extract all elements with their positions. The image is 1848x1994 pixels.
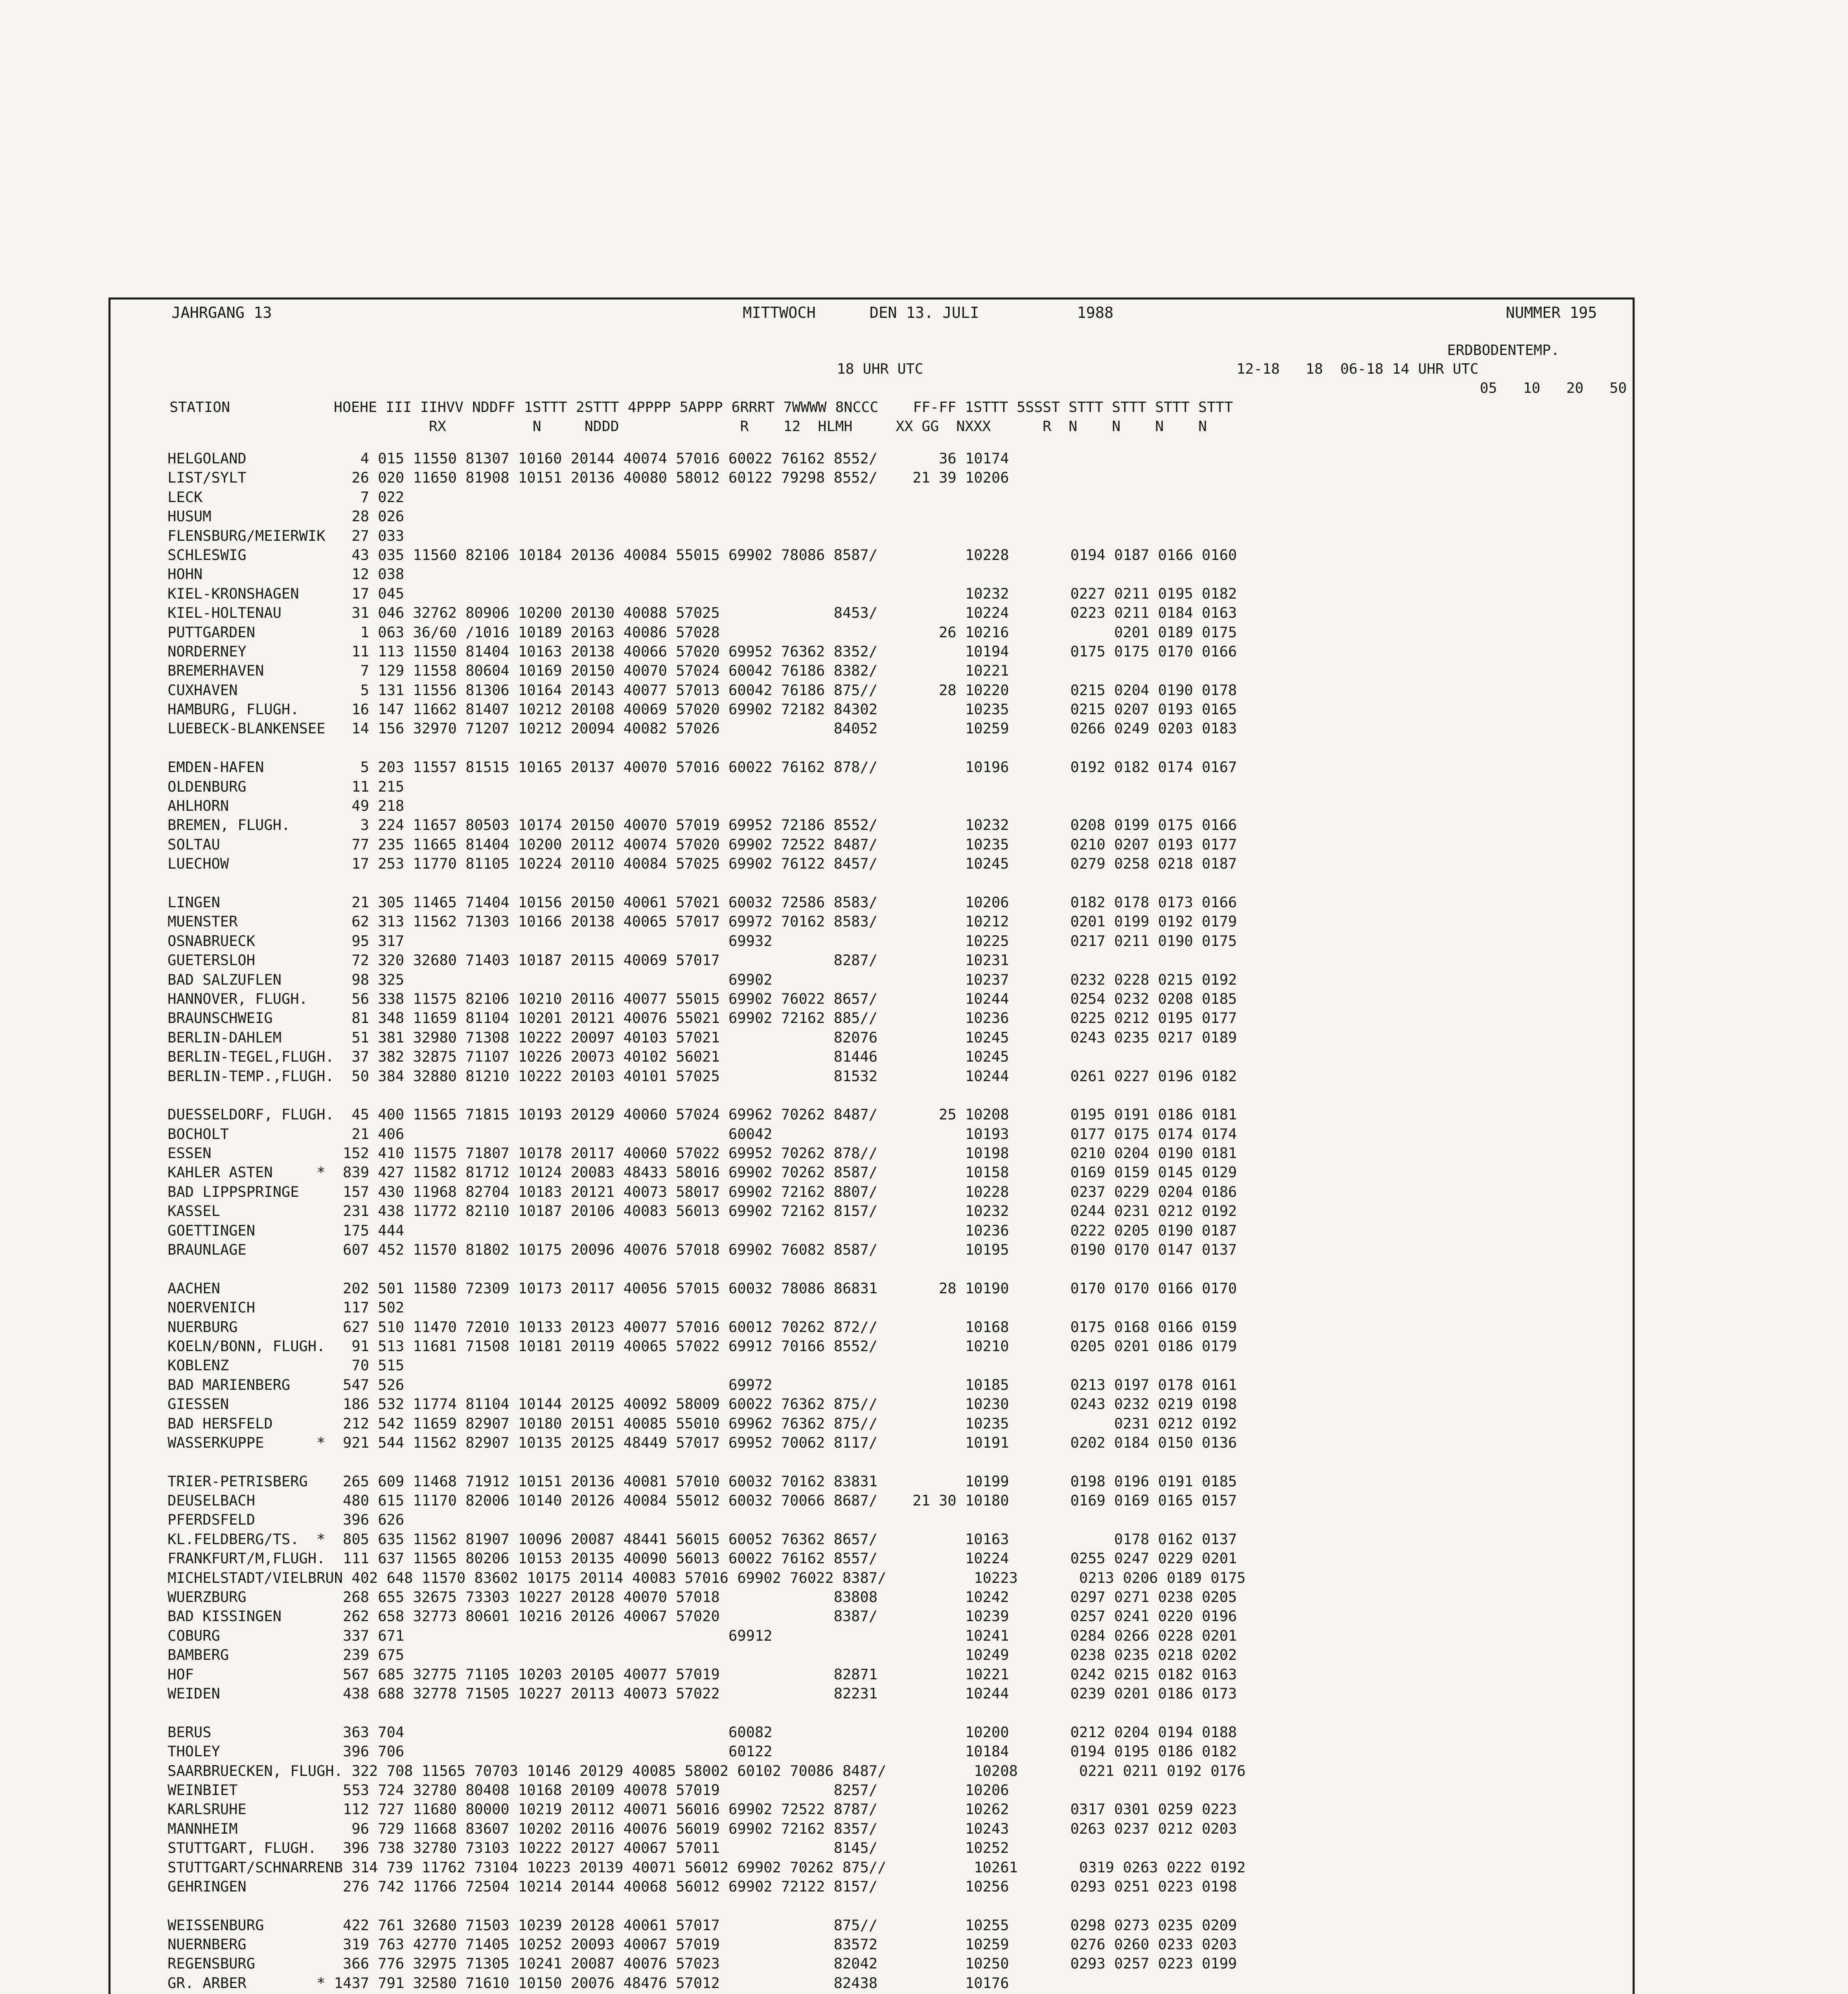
year-label: 1988 bbox=[1077, 304, 1114, 321]
station-row: KIEL-HOLTENAU 31 046 32762 80906 10200 20130 40088 57025 8453/ 10224 0223 0211 0184 0163 bbox=[168, 604, 1237, 622]
station-row: CUXHAVEN 5 131 11556 81306 10164 20143 40077 57013 60042 76186 875// 28 10220 0215 0204 0190 0178 bbox=[168, 681, 1237, 699]
station-row: FLENSBURG/MEIERWIK 27 033 bbox=[168, 527, 404, 544]
station-table bbox=[168, 449, 1246, 1994]
station-row: THOLEY 396 706 60122 10184 0194 0195 0186 0182 bbox=[168, 1743, 1237, 1760]
station-row: KASSEL 231 438 11772 82110 10187 20106 40083 56013 69902 72162 8157/ 10232 0244 0231 0212 0192 bbox=[168, 1202, 1237, 1220]
station-row: NUERNBERG 319 763 42770 71405 10252 20093 40067 57019 83572 10259 0276 0260 0233 0203 bbox=[168, 1936, 1237, 1953]
station-row: DEUSELBACH 480 615 11170 82006 10140 20126 40084 55012 60032 70066 8687/ 21 30 10180 0169 0169 0165 0157 bbox=[168, 1492, 1237, 1509]
station-row: BAD SALZUFLEN 98 325 69902 10237 0232 0228 0215 0192 bbox=[168, 971, 1237, 988]
depth-heading: 05 10 20 50 bbox=[1480, 380, 1627, 396]
station-row: BERLIN-DAHLEM 51 381 32980 71308 10222 20097 40103 57021 82076 10245 0243 0235 0217 0189 bbox=[168, 1029, 1237, 1046]
station-row: HOF 567 685 32775 71105 10203 20105 40077 57019 82871 10221 0242 0215 0182 0163 bbox=[168, 1665, 1237, 1683]
weekday-label: MITTWOCH bbox=[743, 304, 816, 321]
station-row: WEINBIET 553 724 32780 80408 10168 20109 40078 57019 8257/ 10206 bbox=[168, 1781, 1009, 1799]
station-row: PUTTGARDEN 1 063 36/60 /1016 10189 20163 40086 57028 26 10216 0201 0189 0175 bbox=[168, 623, 1237, 641]
station-row: AHLHORN 49 218 bbox=[168, 797, 404, 815]
station-row: BERUS 363 704 60082 10200 0212 0204 0194 0188 bbox=[168, 1723, 1237, 1741]
group-separator bbox=[168, 1259, 1246, 1279]
station-row: BAMBERG 239 675 10249 0238 0235 0218 0202 bbox=[168, 1646, 1237, 1664]
station-row: BERLIN-TEMP.,FLUGH. 50 384 32880 81210 10222 20103 40101 57025 81532 10244 0261 0227 0196 0182 bbox=[168, 1067, 1237, 1085]
group-separator bbox=[168, 1086, 1246, 1105]
station-row: BRAUNSCHWEIG 81 348 11659 81104 10201 20121 40076 55021 69902 72162 885// 10236 0225 0212 0195 0177 bbox=[168, 1009, 1237, 1027]
group-separator bbox=[168, 1452, 1246, 1472]
station-row: HANNOVER, FLUGH. 56 338 11575 82106 10210 20116 40077 55015 69902 76022 8657/ 10244 0254 0232 0208 0185 bbox=[168, 990, 1237, 1007]
station-row: BAD MARIENBERG 547 526 69972 10185 0213 0197 0178 0161 bbox=[168, 1376, 1237, 1393]
station-row: PFERDSFELD 396 626 bbox=[168, 1511, 404, 1529]
station-row: SCHLESWIG 43 035 11560 82106 10184 20136 40084 55015 69902 78086 8587/ 10228 0194 0187 0166 0160 bbox=[168, 546, 1237, 564]
station-row: KIEL-KRONSHAGEN 17 045 10232 0227 0211 0195 0182 bbox=[168, 585, 1237, 602]
station-row: BAD HERSFELD 212 542 11659 82907 10180 20151 40085 55010 69962 76362 875// 10235 0231 0212 0192 bbox=[168, 1415, 1237, 1432]
station-row: NUERBURG 627 510 11470 72010 10133 20123 40077 57016 60012 70262 872// 10168 0175 0168 0166 0159 bbox=[168, 1318, 1237, 1336]
station-row: KOELN/BONN, FLUGH. 91 513 11681 71508 10181 20119 40065 57022 69912 70166 8552/ 10210 0205 0201 0186 0179 bbox=[168, 1337, 1237, 1355]
station-row: HAMBURG, FLUGH. 16 147 11662 81407 10212 20108 40069 57020 69902 72182 84302 10235 0215 0207 0193 0165 bbox=[168, 701, 1237, 718]
soil-temp-heading: ERDBODENTEMP. bbox=[1447, 342, 1560, 359]
station-row: NORDERNEY 11 113 11550 81404 10163 20138 40066 57020 69952 76362 8352/ 10194 0175 0175 0170 0166 bbox=[168, 642, 1237, 660]
station-row: GR. ARBER * 1437 791 32580 71610 10150 20076 48476 57012 82438 10176 bbox=[168, 1974, 1009, 1992]
station-row: LECK 7 022 bbox=[168, 488, 404, 506]
station-row: BRAUNLAGE 607 452 11570 81802 10175 20096 40076 57018 69902 76082 8587/ 10195 0190 0170 0147 0137 bbox=[168, 1241, 1237, 1259]
station-row: GOETTINGEN 175 444 10236 0222 0205 0190 0187 bbox=[168, 1222, 1237, 1239]
station-row: ESSEN 152 410 11575 71807 10178 20117 40060 57022 69952 70262 878// 10198 0210 0204 0190 0181 bbox=[168, 1145, 1237, 1162]
station-row: GUETERSLOH 72 320 32680 71403 10187 20115 40069 57017 8287/ 10231 bbox=[168, 952, 1009, 969]
station-row: EMDEN-HAFEN 5 203 11557 81515 10165 20137 40070 57016 60022 76162 878// 10196 0192 0182 0174 0167 bbox=[168, 759, 1237, 776]
station-row: OLDENBURG 11 215 bbox=[168, 778, 404, 795]
station-row: KL.FELDBERG/TS. * 805 635 11562 81907 10096 20087 48441 56015 60052 76362 8657/ 10163 0178 0162 0137 bbox=[168, 1530, 1237, 1548]
column-subheadings: RX N NDDD R 12 HLMH XX GG NXXX R N N N N bbox=[170, 418, 1207, 435]
station-row: REGENSBURG 366 776 32975 71305 10241 20087 40076 57023 82042 10250 0293 0257 0223 0199 bbox=[168, 1955, 1237, 1972]
station-row: WEISSENBURG 422 761 32680 71503 10239 20128 40061 57017 875// 10255 0298 0273 0235 0209 bbox=[168, 1916, 1237, 1934]
station-row: BAD KISSINGEN 262 658 32773 80601 10216 20126 40067 57020 8387/ 10239 0257 0241 0220 0196 bbox=[168, 1608, 1237, 1625]
station-row: STUTTGART/SCHNARRENB 314 739 11762 73104 10223 20139 40071 56012 69902 70262 875// 10261 0319 0263 0222 0192 bbox=[168, 1858, 1246, 1876]
station-row: MANNHEIM 96 729 11668 83607 10202 20116 40076 56019 69902 72162 8357/ 10243 0263 0237 0212 0203 bbox=[168, 1820, 1237, 1837]
station-row: WEIDEN 438 688 32778 71505 10227 20113 40073 57022 82231 10244 0239 0201 0186 0173 bbox=[168, 1685, 1237, 1702]
station-row: LIST/SYLT 26 020 11650 81908 10151 20136 40080 58012 60122 79298 8552/ 21 39 10206 bbox=[168, 469, 1009, 487]
group-separator bbox=[168, 874, 1246, 893]
station-row: AACHEN 202 501 11580 72309 10173 20117 40056 57015 60032 78086 86831 28 10190 0170 0170 0166 0170 bbox=[168, 1279, 1237, 1297]
group-separator bbox=[168, 739, 1246, 758]
station-row: OSNABRUECK 95 317 69932 10225 0217 0211 0190 0175 bbox=[168, 932, 1237, 950]
column-headings: STATION HOEHE III IIHVV NDDFF 1STTT 2STTT 4PPPP 5APPP 6RRRT 7WWWW 8NCCC FF-FF 1STTT 5SSST STTT STTT STTT STTT bbox=[170, 399, 1233, 416]
group-separator bbox=[168, 1703, 1246, 1722]
station-row: LUECHOW 17 253 11770 81105 10224 20110 40084 57025 69902 76122 8457/ 10245 0279 0258 0218 0187 bbox=[168, 855, 1237, 873]
station-row: BREMEN, FLUGH. 3 224 11657 80503 10174 20150 40070 57019 69952 72186 8552/ 10232 0208 0199 0175 0166 bbox=[168, 816, 1237, 834]
station-row: TRIER-PETRISBERG 265 609 11468 71912 10151 20136 40081 57010 60032 70162 83831 10199 0198 0196 0191 0185 bbox=[168, 1472, 1237, 1490]
date-label: DEN 13. JULI bbox=[870, 304, 979, 321]
station-row: HOHN 12 038 bbox=[168, 565, 404, 583]
station-row: WASSERKUPPE * 921 544 11562 82907 10135 20125 48449 57017 69952 70062 8117/ 10191 0202 0184 0150 0136 bbox=[168, 1434, 1237, 1451]
time-heading-right: 12-18 18 06-18 14 UHR UTC bbox=[1237, 361, 1479, 377]
station-row: KOBLENZ 70 515 bbox=[168, 1357, 404, 1374]
station-row: HELGOLAND 4 015 11550 81307 10160 20144 40074 57016 60022 76162 8552/ 36 10174 bbox=[168, 450, 1009, 467]
station-row: FRANKFURT/M,FLUGH. 111 637 11565 80206 10153 20135 40090 56013 60022 76162 8557/ 10224 0255 0247 0229 0201 bbox=[168, 1550, 1237, 1567]
station-row: KARLSRUHE 112 727 11680 80000 10219 20112 40071 56016 69902 72522 8787/ 10262 0317 0301 0259 0223 bbox=[168, 1801, 1237, 1818]
station-row: LUEBECK-BLANKENSEE 14 156 32970 71207 10212 20094 40082 57026 84052 10259 0266 0249 0203 0183 bbox=[168, 720, 1237, 737]
station-row: HUSUM 28 026 bbox=[168, 508, 404, 525]
station-row: KAHLER ASTEN * 839 427 11582 81712 10124 20083 48433 58016 69902 70262 8587/ 10158 0169 0159 0145 0129 bbox=[168, 1164, 1237, 1181]
time-heading-18utc: 18 UHR UTC bbox=[837, 361, 923, 377]
station-row: BOCHOLT 21 406 60042 10193 0177 0175 0174 0174 bbox=[168, 1125, 1237, 1143]
station-row: BERLIN-TEGEL,FLUGH. 37 382 32875 71107 10226 20073 40102 56021 81446 10245 bbox=[168, 1048, 1009, 1066]
station-row: BAD LIPPSPRINGE 157 430 11968 82704 10183 20121 40073 58017 69902 72162 8807/ 10228 0237 0229 0204 0186 bbox=[168, 1183, 1237, 1200]
station-row: BREMERHAVEN 7 129 11558 80604 10169 20150 40070 57024 60042 76186 8382/ 10221 bbox=[168, 662, 1009, 680]
station-row: STUTTGART, FLUGH. 396 738 32780 73103 10222 20127 40067 57011 8145/ 10252 bbox=[168, 1839, 1009, 1857]
issue-label: NUMMER 195 bbox=[1506, 304, 1597, 321]
station-row: MICHELSTADT/VIELBRUN 402 648 11570 83602 10175 20114 40083 57016 69902 76022 8387/ 10223 0213 0206 0189 0175 bbox=[168, 1569, 1246, 1586]
station-row: GEHRINGEN 276 742 11766 72504 10214 20144 40068 56012 69902 72122 8157/ 10256 0293 0251 0223 0198 bbox=[168, 1878, 1237, 1895]
station-row: LINGEN 21 305 11465 71404 10156 20150 40061 57021 60032 72586 8583/ 10206 0182 0178 0173 0166 bbox=[168, 893, 1237, 911]
group-separator bbox=[168, 1896, 1246, 1915]
station-row: DUESSELDORF, FLUGH. 45 400 11565 71815 10193 20129 40060 57024 69962 70262 8487/ 25 10208 0195 0191 0186 0181 bbox=[168, 1106, 1237, 1123]
volume-label: JAHRGANG 13 bbox=[172, 304, 272, 321]
station-row: WUERZBURG 268 655 32675 73303 10227 20128 40070 57018 83808 10242 0297 0271 0238 0205 bbox=[168, 1588, 1237, 1606]
station-row: COBURG 337 671 69912 10241 0284 0266 0228 0201 bbox=[168, 1627, 1237, 1644]
station-row: GIESSEN 186 532 11774 81104 10144 20125 40092 58009 60022 76362 875// 10230 0243 0232 0219 0198 bbox=[168, 1395, 1237, 1413]
station-row: SOLTAU 77 235 11665 81404 10200 20112 40074 57020 69902 72522 8487/ 10235 0210 0207 0193 0177 bbox=[168, 835, 1237, 853]
station-row: SAARBRUECKEN, FLUGH. 322 708 11565 70703 10146 20129 40085 58002 60102 70086 8487/ 10208 0221 0211 0192 0176 bbox=[168, 1762, 1246, 1779]
station-row: NOERVENICH 117 502 bbox=[168, 1299, 404, 1316]
station-row: MUENSTER 62 313 11562 71303 10166 20138 40065 57017 69972 70162 8583/ 10212 0201 0199 0192 0179 bbox=[168, 913, 1237, 930]
